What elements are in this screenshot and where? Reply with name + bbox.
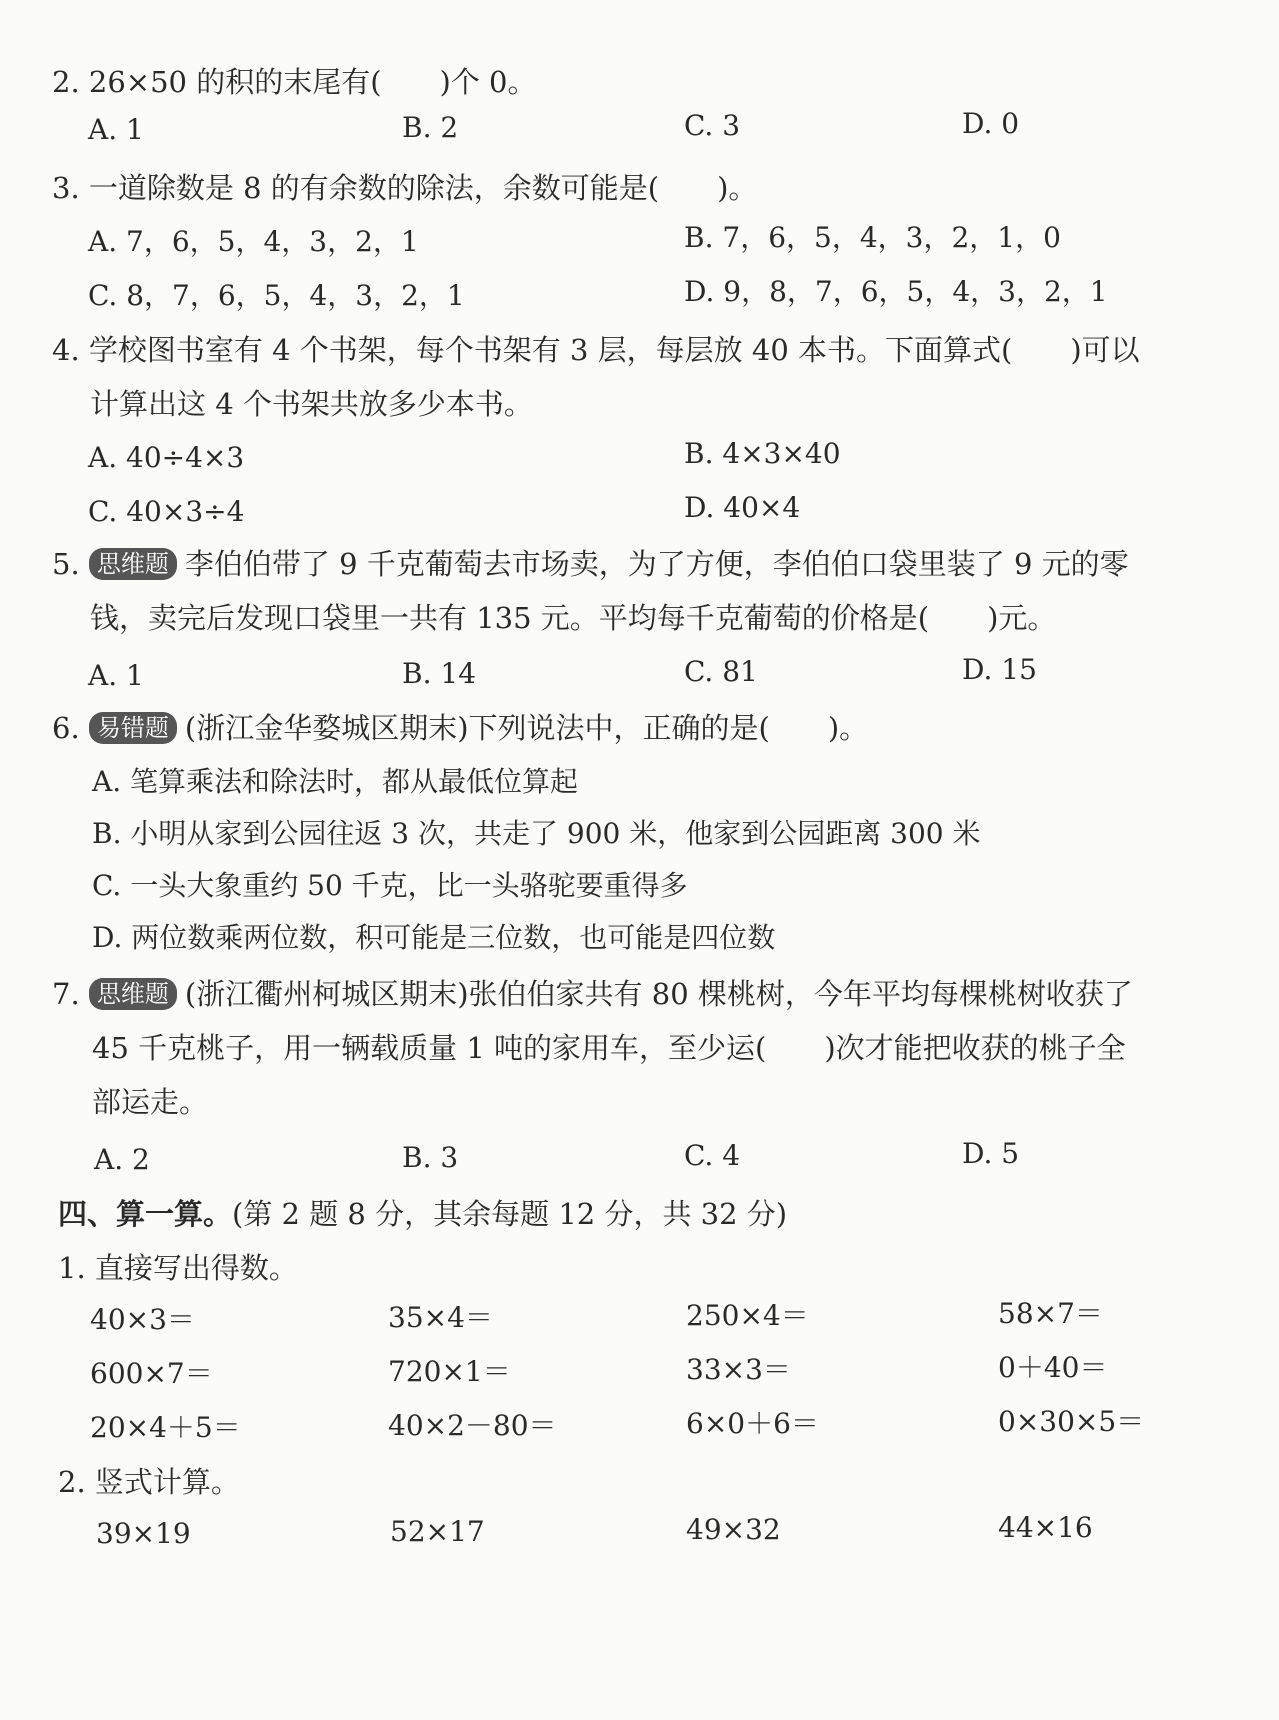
section-4-title: 四、算一算。 (58, 1197, 233, 1231)
calc-1-item: 40×2－80＝ (388, 1409, 557, 1442)
calc-1-item: 40×3＝ (90, 1303, 195, 1336)
q5-option-d: D. 15 (962, 653, 1037, 686)
q7-option-d: D. 5 (962, 1137, 1020, 1170)
calc-1-item: 600×7＝ (90, 1357, 213, 1390)
q4-option-b: B. 4×3×40 (684, 437, 841, 470)
calc-1-item: 35×4＝ (388, 1301, 493, 1334)
q7-option-a: A. 2 (94, 1143, 150, 1176)
q4-option-c: C. 40×3÷4 (88, 495, 245, 528)
q2-option-b: B. 2 (402, 111, 459, 144)
q6-option-b: B. 小明从家到公园往返 3 次，共走了 900 米，他家到公园距离 300 米 (92, 817, 981, 850)
q3-option-a: A. 7，6，5，4，3，2，1 (88, 225, 419, 258)
q6-option-a: A. 笔算乘法和除法时，都从最低位算起 (92, 765, 579, 798)
error-prone-tag: 易错题 (89, 712, 177, 744)
q4-option-a: A. 40÷4×3 (88, 441, 245, 474)
calc-1-item: 0×30×5＝ (998, 1405, 1145, 1438)
question-3-stem: 3. 一道除数是 8 的有余数的除法，余数可能是( )。 (52, 171, 758, 205)
q2-option-d: D. 0 (962, 107, 1020, 140)
calc-1-item: 20×4＋5＝ (90, 1411, 241, 1444)
question-6-number: 6. (52, 711, 80, 745)
q3-option-d: D. 9，8，7，6，5，4，3，2，1 (684, 275, 1108, 308)
question-7-stem-line3: 部运走。 (92, 1085, 209, 1119)
q5-option-c: C. 81 (684, 655, 758, 688)
question-7-stem-line1 (52, 974, 1133, 1014)
question-7-stem-line2: 45 千克桃子，用一辆载质量 1 吨的家用车，至少运( )次才能把收获的桃子全 (92, 1031, 1126, 1065)
q7-option-c: C. 4 (684, 1139, 741, 1172)
q6-option-d: D. 两位数乘两位数，积可能是三位数，也可能是四位数 (92, 921, 776, 954)
q4-option-d: D. 40×4 (684, 491, 801, 524)
calc-1-item: 58×7＝ (998, 1297, 1103, 1330)
q6-option-c: C. 一头大象重约 50 千克，比一头骆驼要重得多 (92, 869, 688, 902)
q3-option-b: B. 7，6，5，4，3，2，1，0 (684, 221, 1061, 254)
question-2-stem: 2. 26×50 的积的末尾有( )个 0。 (52, 65, 537, 99)
calc-2-title: 2. 竖式计算。 (58, 1465, 240, 1499)
question-5-stem-line1 (52, 544, 1129, 584)
section-4-note: (第 2 题 8 分，其余每题 12 分，共 32 分) (232, 1197, 788, 1231)
section-4-heading (58, 1194, 787, 1234)
thinking-tag: 思维题 (89, 978, 177, 1010)
calc-1-item: 33×3＝ (686, 1353, 791, 1386)
q5-option-a: A. 1 (88, 659, 144, 692)
calc-1-item: 6×0＋6＝ (686, 1407, 819, 1440)
question-6-text: (浙江金华婺城区期末)下列说法中，正确的是( )。 (184, 711, 869, 745)
q2-option-a: A. 1 (88, 113, 144, 146)
question-7-number: 7. (52, 977, 80, 1011)
question-5-stem-line2: 钱，卖完后发现口袋里一共有 135 元。平均每千克葡萄的价格是( )元。 (90, 601, 1057, 635)
calc-1-title: 1. 直接写出得数。 (58, 1251, 298, 1285)
calc-2-item: 52×17 (390, 1515, 485, 1548)
calc-2-item: 49×32 (686, 1513, 781, 1546)
question-6-stem (52, 708, 868, 748)
question-4-stem-line1: 4. 学校图书室有 4 个书架，每个书架有 3 层，每层放 40 本书。下面算式( )可以 (52, 333, 1140, 367)
calc-1-item: 720×1＝ (388, 1355, 511, 1388)
question-4-stem-line2: 计算出这 4 个书架共放多少本书。 (90, 387, 533, 421)
calc-1-item: 250×4＝ (686, 1299, 809, 1332)
q7-option-b: B. 3 (402, 1141, 459, 1174)
q2-option-c: C. 3 (684, 109, 741, 142)
thinking-tag: 思维题 (89, 548, 177, 580)
question-5-text: 李伯伯带了 9 千克葡萄去市场卖，为了方便，李伯伯口袋里装了 9 元的零 (184, 547, 1129, 581)
calc-2-item: 39×19 (96, 1517, 191, 1550)
q3-option-c: C. 8，7，6，5，4，3，2，1 (88, 279, 465, 312)
calc-2-item: 44×16 (998, 1511, 1093, 1544)
q5-option-b: B. 14 (402, 657, 477, 690)
question-7-text: (浙江衢州柯城区期末)张伯伯家共有 80 棵桃树，今年平均每棵桃树收获了 (184, 977, 1133, 1011)
calc-1-item: 0＋40＝ (998, 1351, 1108, 1384)
question-5-number: 5. (52, 547, 80, 581)
